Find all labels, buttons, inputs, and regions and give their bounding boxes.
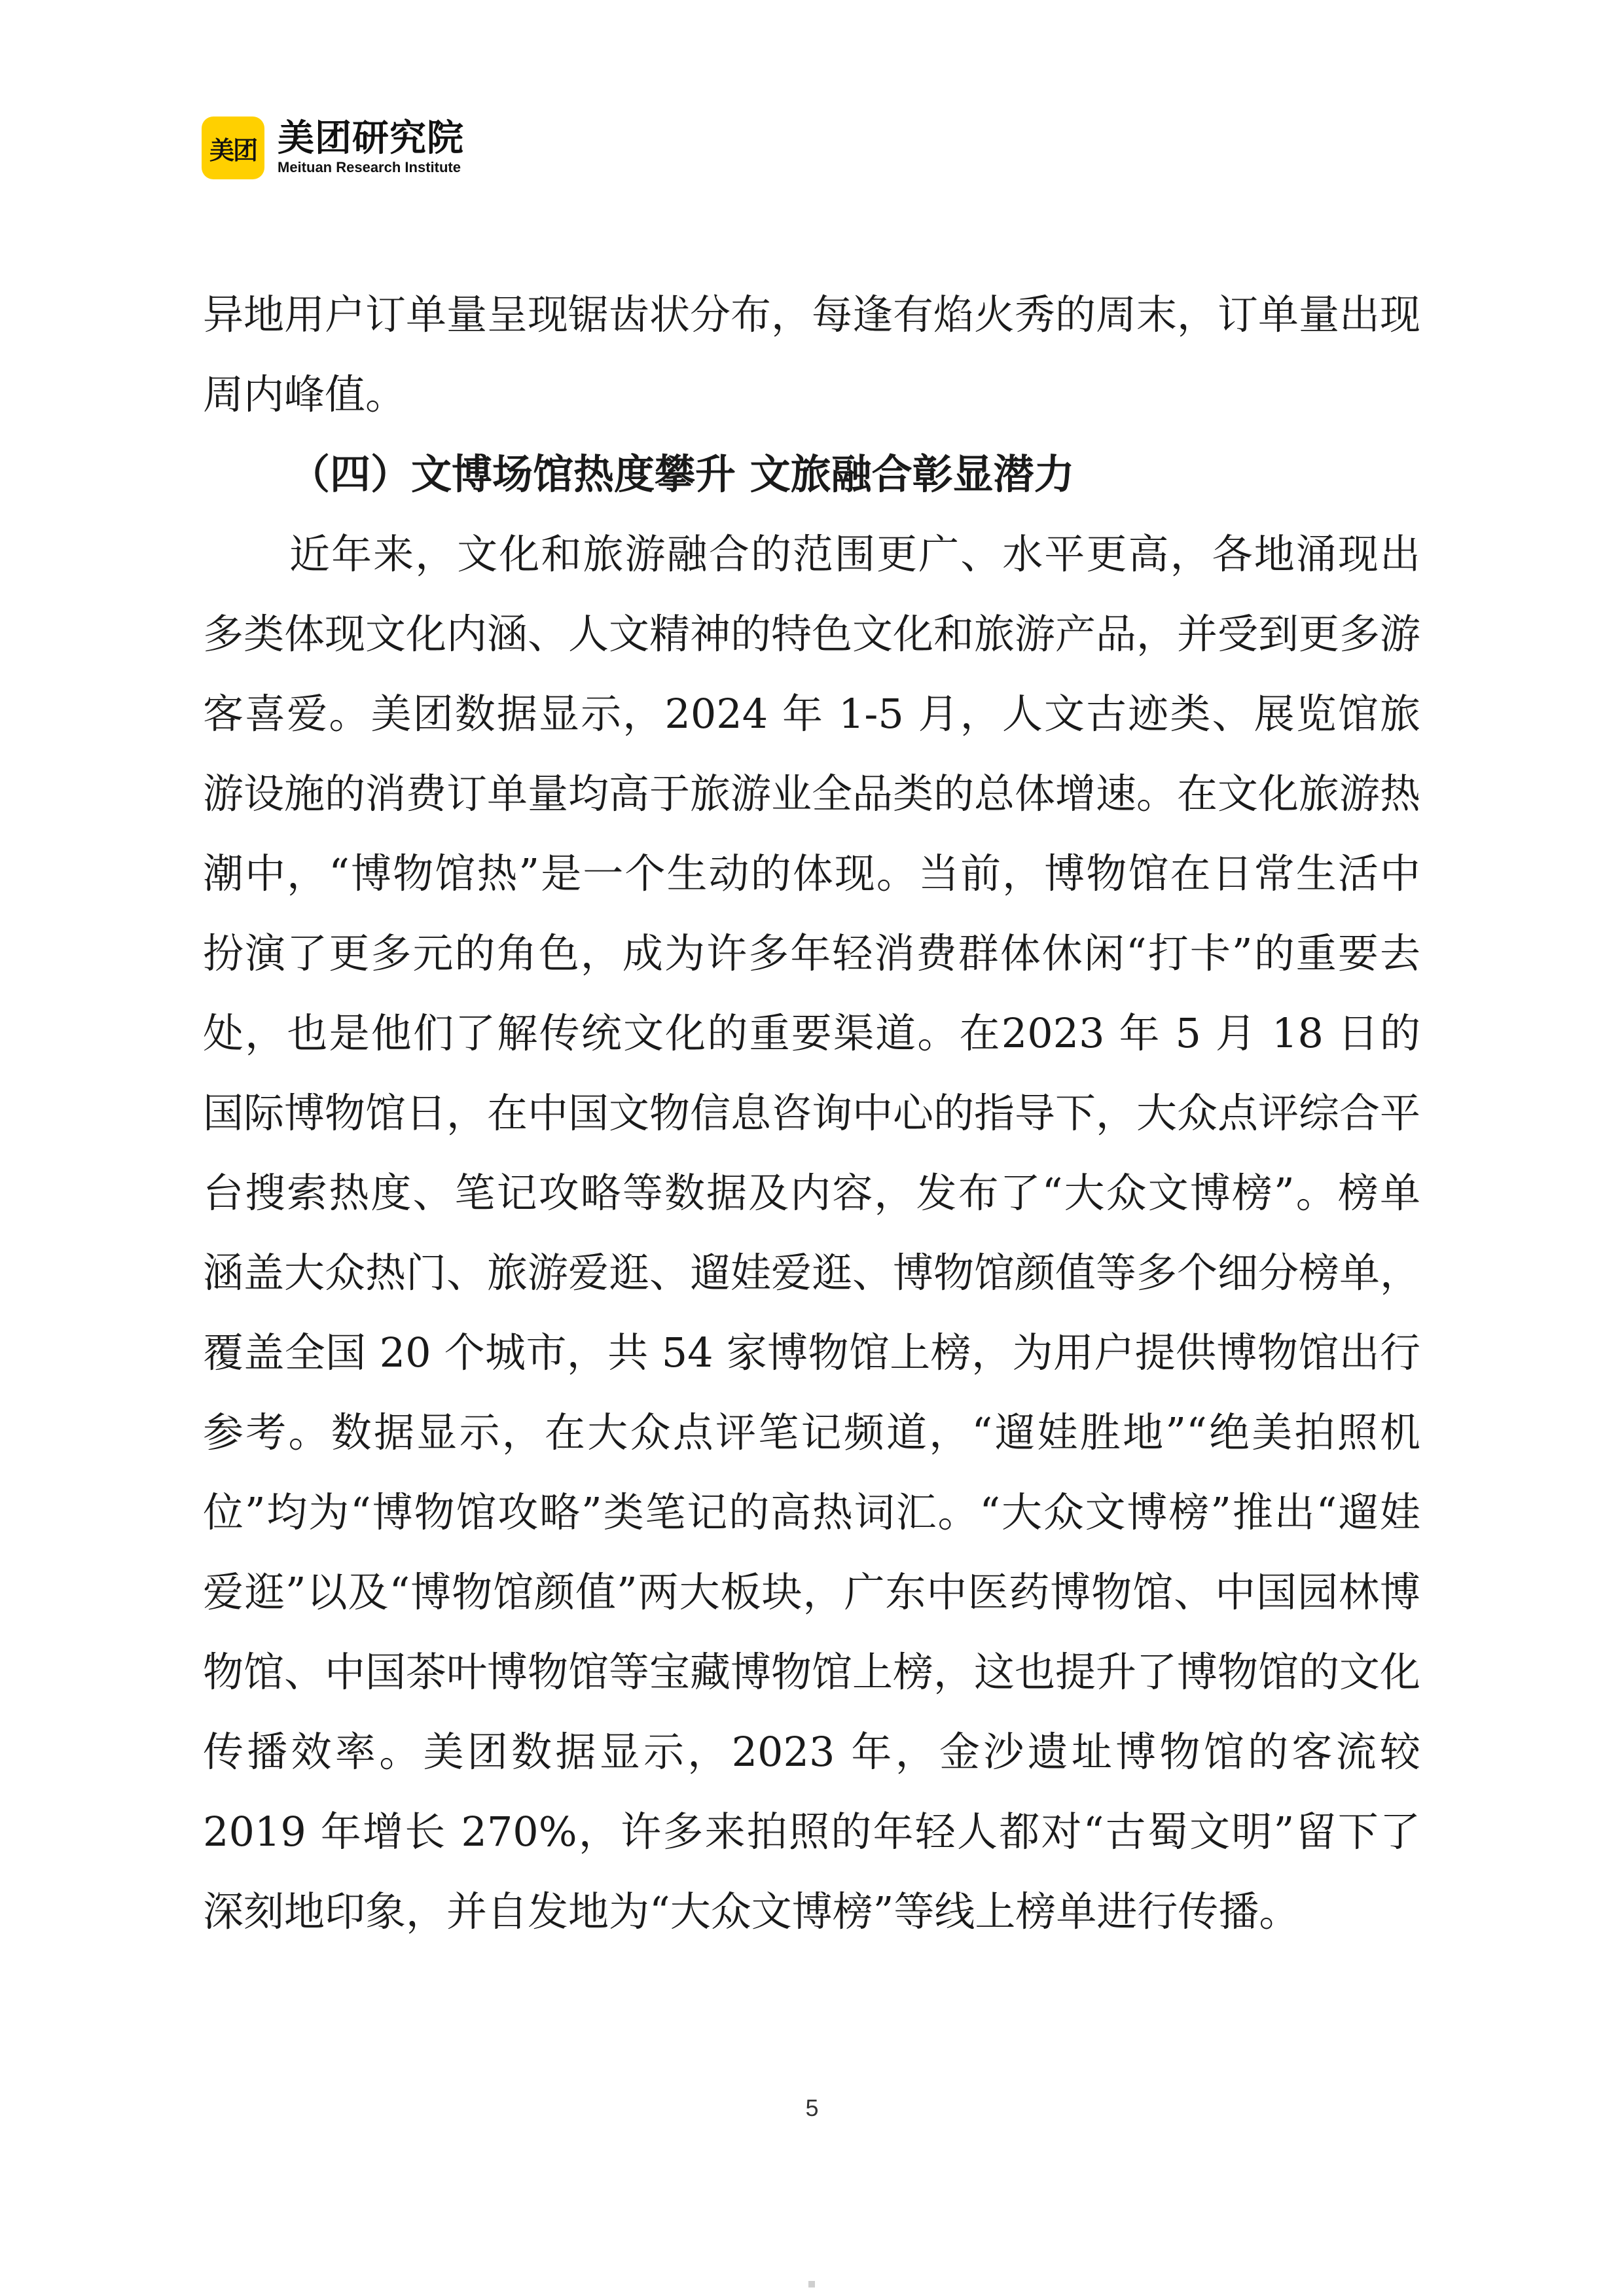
meituan-logo-icon: 美团 [202,117,264,179]
continued-paragraph: 异地用户订单量呈现锯齿状分布，每逢有焰火秀的周末，订单量出现周内峰值。 [203,291,1421,418]
org-name-en: Meituan Research Institute [278,159,461,175]
logo-text-block [278,119,464,177]
section-heading: （四）文博场馆热度攀升 文旅融合彰显潜力 [289,450,1075,498]
document-body [203,275,1420,1952]
bottom-marker [808,2281,815,2287]
main-paragraph: 近年来，文化和旅游融合的范围更广、水平更高，各地涌现出多类体现文化内涵、人文精神的特色文化和旅游产品，并受到更多游客喜爱。美团数据显示，2024 年 1-5 月，人文古迹类、展览馆旅游设施的消费订单量均高于旅游业全品类的总体增速。在文化旅游热潮中，“博物馆热”是一个生动的体现。当前，博物馆在日常生活中扮演了更多元的角色，成为许多年轻消费群体休闲“打卡”的重要去处，也是他们了解传统文化的重要渠道。在2023 年 5 月 18 日的国际博物馆日，在中国文物信息咨询中心的指导下，大众点评综合平台搜索热度、笔记攻略等数据及内容，发布了“大众文博榜”。榜单涵盖大众热门、旅游爱逛、遛娃爱逛、博物馆颜值等多个细分榜单，覆盖全国 20 个城市，共 54 家博物馆上榜，为用户提供博物馆出行参考。数据显示，在大众点评笔记频道，“遛娃胜地”“绝美拍照机位”均为“博物馆攻略”类笔记的高热词汇。“大众文博榜”推出“遛娃爱逛”以及“博物馆颜值”两大板块，广东中医药博物馆、中国园林博物馆、中国茶叶博物馆等宝藏博物馆上榜，这也提升了博物馆的文化传播效率。美团数据显示，2023 年，金沙遗址博物馆的客流较 2019 年增长 270%，许多来拍照的年轻人都对“古蜀文明”留下了深刻地印象，并自发地为“大众文博榜”等线上榜单进行传播。 [203,530,1421,1935]
page-number: 5 [805,2094,819,2121]
org-name-cn: 美团研究院 [278,117,464,160]
page-header [202,115,464,181]
